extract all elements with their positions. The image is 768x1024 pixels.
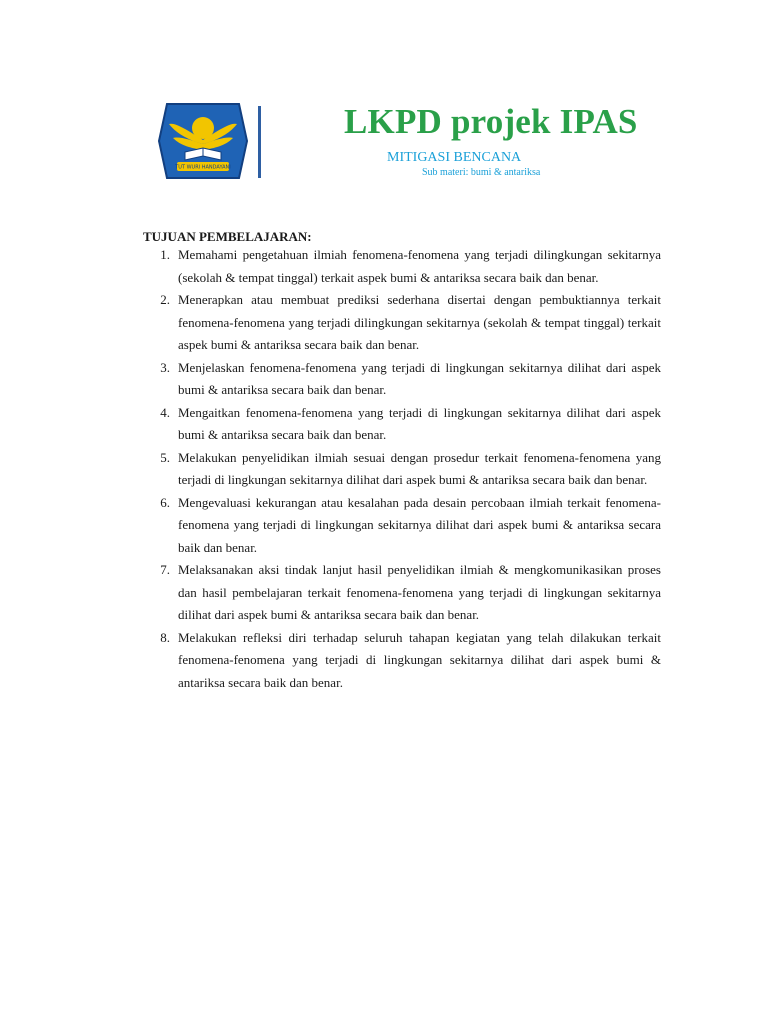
- list-item-number: 1.: [160, 247, 170, 262]
- list-item-number: 4.: [160, 404, 170, 420]
- section-heading: TUJUAN PEMBELAJARAN:: [143, 229, 312, 244]
- list-item-number: 8.: [160, 629, 170, 645]
- list-item-text: Menerapkan atau membuat prediksi sederhana disertai dengan pembuktiannya terkait fenomena-fenomena yang terjadi dilingkungan sekitarnya (sekolah & tempat tinggal) terkait aspek bumi & antariksa secara baik dan benar.: [178, 292, 661, 352]
- list-item: [150, 627, 661, 695]
- list-item-text: Mengevaluasi kekurangan atau kesalahan pada desain percobaan ilmiah terkait fenomena-fenomena yang terjadi di lingkungan sekitarnya dilihat dari aspek bumi & antariksa secara baik dan benar.: [178, 494, 661, 555]
- list-item: [150, 447, 661, 492]
- list-item-text: Memahami pengetahuan ilmiah fenomena-fenomena yang terjadi dilingkungan sekitarnya (sekolah & tempat tinggal) terkait aspek bumi & antariksa secara baik dan benar.: [178, 247, 661, 285]
- list-item-number: 6.: [160, 494, 170, 510]
- list-item-text: Melakukan refleksi diri terhadap seluruh tahapan kegiatan yang telah dilakukan terkait fenomena-fenomena yang terjadi di lingkungan sekitarnya dilihat dari aspek bumi & antariksa secara baik dan benar.: [178, 629, 661, 690]
- learning-goals-list: [150, 244, 661, 694]
- page-title: LKPD projek IPAS: [344, 102, 638, 141]
- header-divider: [258, 106, 261, 178]
- page-subtitle: MITIGASI BENCANA: [387, 150, 522, 165]
- list-item: [150, 559, 661, 627]
- tut-wuri-handayani-logo: [157, 100, 249, 182]
- list-item-text: Melakukan penyelidikan ilmiah sesuai dengan prosedur terkait fenomena-fenomena yang terjadi di lingkungan sekitarnya dilihat dari aspek bumi & antariksa secara baik dan benar.: [178, 449, 661, 487]
- list-item: [150, 492, 661, 560]
- list-item: [150, 289, 661, 357]
- list-item-number: 3.: [160, 359, 170, 375]
- list-item-number: 7.: [160, 562, 170, 577]
- list-item-text: Mengaitkan fenomena-fenomena yang terjadi di lingkungan sekitarnya dilihat dari aspek bumi & antariksa secara baik dan benar.: [178, 404, 661, 442]
- logo-motto-text: TUT WURI HANDAYANI: [175, 164, 231, 171]
- list-item: [150, 402, 661, 447]
- list-item-number: 2.: [160, 292, 170, 307]
- list-item: [150, 357, 661, 402]
- sub-materi-label: Sub materi: bumi & antariksa: [422, 167, 541, 178]
- list-item-text: Melaksanakan aksi tindak lanjut hasil penyelidikan ilmiah & mengkomunikasikan proses dan hasil pembelajaran terkait fenomena-fenomena yang terjadi di lingkungan sekitarnya dilihat dari aspek bumi & antariksa secara baik dan benar.: [178, 562, 661, 622]
- list-item-number: 5.: [160, 449, 170, 465]
- list-item: [150, 244, 661, 289]
- list-item-text: Menjelaskan fenomena-fenomena yang terjadi di lingkungan sekitarnya dilihat dari aspek bumi & antariksa secara baik dan benar.: [178, 359, 661, 397]
